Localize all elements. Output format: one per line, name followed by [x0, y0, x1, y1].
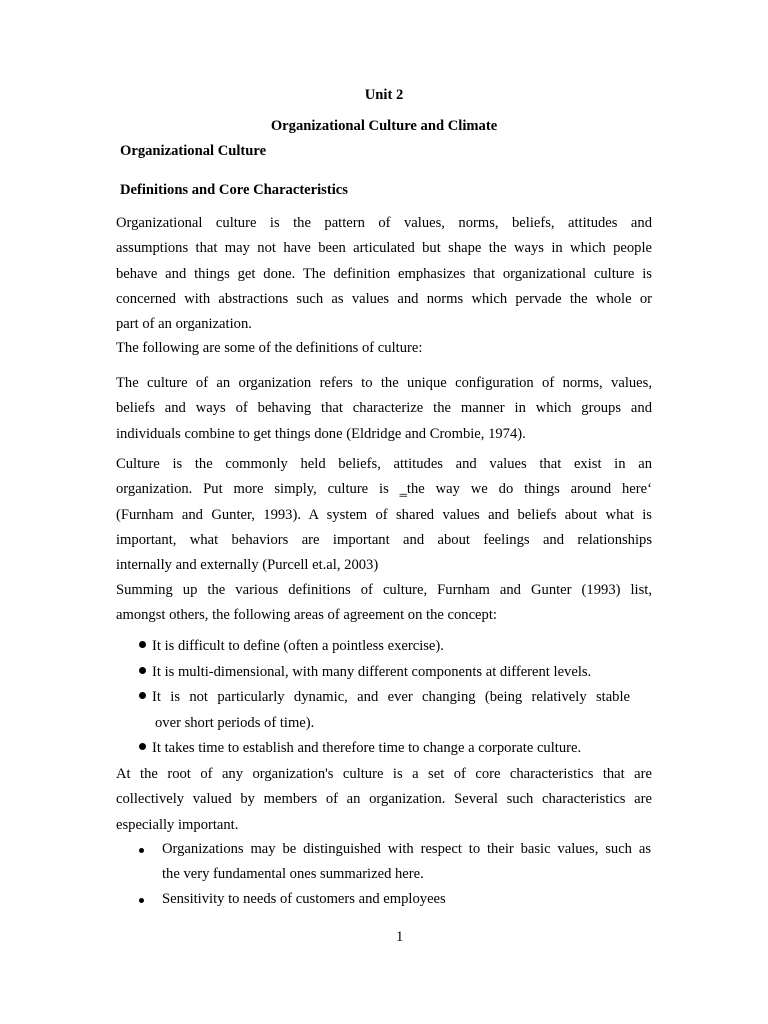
paragraph-line: important, what behaviors are important and about feelings and relationships — [116, 531, 652, 548]
paragraph-line: (Furnham and Gunter, 1993). A system of shared values and beliefs about what is — [116, 506, 652, 523]
list-item-text: It is multi-dimensional, with many different components at different levels. — [152, 664, 592, 680]
list-item — [139, 740, 581, 757]
paragraph-line: behave and things get done. The definition emphasizes that organizational culture is — [116, 265, 652, 282]
paragraph-line: The culture of an organization refers to the unique configuration of norms, values, — [116, 375, 652, 391]
bullet-dot-icon — [139, 692, 146, 699]
unit-title: Unit 2 — [364, 87, 404, 103]
list-item-text-continued: over short periods of time). — [155, 715, 315, 731]
list-item-text-continued: the very fundamental ones summarized here. — [162, 866, 424, 882]
paragraph-core-characteristics — [116, 762, 652, 838]
paragraph-line: amongst others, the following areas of agreement on the concept: — [116, 607, 497, 624]
bullet-dot-icon — [139, 848, 144, 853]
paragraph-line: individuals combine to get things done (Eldridge and Crombie, 1974). — [116, 425, 526, 442]
paragraph-line: part of an organization. — [116, 316, 252, 333]
paragraph-line: At the root of any organization's culture is a set of core characteristics that are — [116, 766, 652, 782]
paragraph-line: Organizational culture is the pattern of values, norms, beliefs, attitudes and — [116, 215, 652, 231]
list-item-text: It takes time to establish and therefore time to change a corporate culture. — [152, 740, 582, 756]
paragraph-summing-up — [116, 578, 652, 629]
bullet-dot-icon — [139, 667, 146, 674]
page-number: 1 — [396, 929, 404, 945]
subsection-heading: Definitions and Core Characteristics — [120, 182, 348, 198]
list-item — [139, 664, 591, 681]
paragraph-eldridge-quote — [116, 371, 652, 447]
bullet-dot-icon — [139, 743, 146, 750]
paragraph-line: organization. Put more simply, culture is ‗the way we do things around here‘ — [116, 481, 652, 498]
list-item-text: It is not particularly dynamic, and ever changing (being relatively stable — [152, 689, 630, 705]
list-item — [139, 689, 152, 706]
list-item-text: It is difficult to define (often a pointless exercise). — [152, 638, 444, 654]
paragraph-line: collectively valued by members of an organization. Several such characteristics are — [116, 791, 652, 808]
paragraph-line: Summing up the various definitions of culture, Furnham and Gunter (1993) list, — [116, 582, 652, 598]
list-item — [139, 638, 444, 655]
section-heading: Organizational Culture — [120, 143, 267, 159]
bullet-dot-icon — [139, 641, 146, 648]
bullet-dot-icon — [139, 898, 144, 903]
paragraph-line: internally and externally (Purcell et.al, 2003) — [116, 557, 379, 574]
paragraph-line: assumptions that may not have been articulated but shape the ways in which people — [116, 240, 652, 257]
paragraph-intro-definitions: The following are some of the definitions of culture: — [116, 340, 423, 356]
paragraph-line: especially important. — [116, 816, 239, 833]
list-item-text: Organizations may be distinguished with respect to their basic values, such as — [162, 841, 651, 857]
list-item-text: Sensitivity to needs of customers and employees — [162, 891, 446, 907]
chapter-title: Organizational Culture and Climate — [270, 118, 498, 134]
paragraph-line: Culture is the commonly held beliefs, attitudes and values that exist in an — [116, 456, 652, 472]
paragraph-line: beliefs and ways of behaving that characterize the manner in which groups and — [116, 400, 652, 417]
paragraph-definition — [116, 211, 652, 337]
paragraph-furnham-quote — [116, 452, 652, 578]
paragraph-line: concerned with abstractions such as values and norms which pervade the whole or — [116, 290, 652, 307]
